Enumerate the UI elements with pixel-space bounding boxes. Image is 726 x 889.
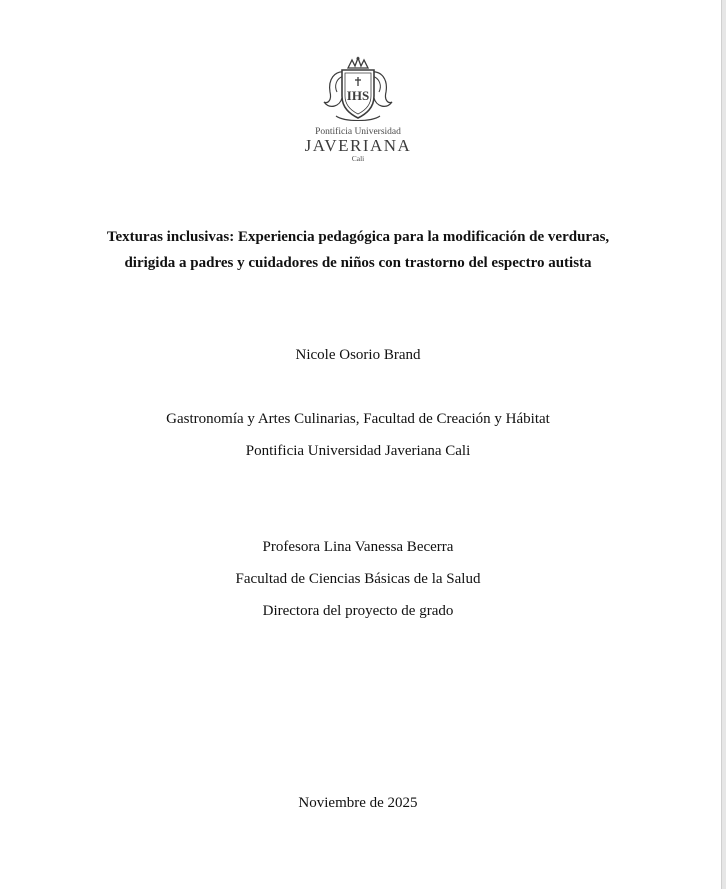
logo-subtitle: Pontificia Universidad [315,127,401,137]
university-logo [0,56,716,168]
title-line-2: dirigida a padres y cuidadores de niños con trastorno del espectro autista [124,255,592,271]
author-name: Nicole Osorio Brand [295,347,421,363]
university-crest-icon [322,56,394,126]
title-line-1: Texturas inclusivas: Experiencia pedagógica para la modificación de verduras, [106,229,610,245]
logo-campus: Cali [351,154,365,163]
institution-name: Pontificia Universidad Javeriana Cali [245,443,471,459]
page-edge [721,0,726,889]
document-date: Noviembre de 2025 [298,795,418,811]
svg-text:IHS: IHS [346,88,370,103]
logo-wordmark: JAVERIANA [304,136,412,155]
document-title [60,224,656,276]
advisor-faculty: Facultad de Ciencias Básicas de la Salud [235,571,481,587]
advisor-name: Profesora Lina Vanessa Becerra [262,539,454,555]
advisor-role: Directora del proyecto de grado [262,603,454,619]
program-faculty: Gastronomía y Artes Culinarias, Facultad de Creación y Hábitat [166,411,550,427]
